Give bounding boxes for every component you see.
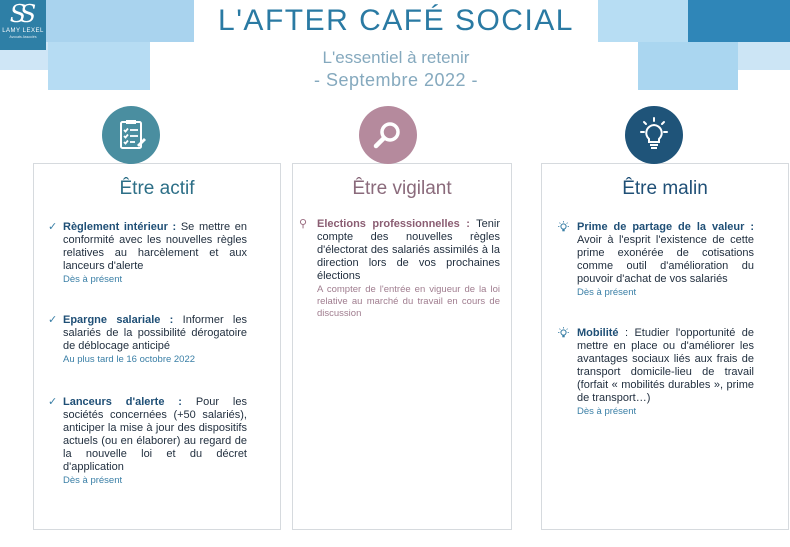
item-heading: Prime de partage de la valeur :: [577, 221, 754, 233]
page-title: L'AFTER CAFÉ SOCIAL: [218, 4, 574, 37]
magnifier-icon: [359, 106, 417, 164]
check-icon: ✓: [48, 396, 58, 408]
page-date: - Septembre 2022 -: [313, 70, 479, 90]
item-deadline: Dès à présent: [63, 274, 123, 285]
item-heading: Epargne salariale :: [63, 314, 174, 326]
logo: [0, 0, 46, 50]
item-deadline: Dès à présent: [63, 475, 123, 486]
list-item: [577, 327, 754, 418]
card-title: Être malin: [622, 178, 708, 199]
header-decor-block: [738, 42, 790, 70]
lightbulb-icon: [557, 221, 570, 238]
header-decor-block: [638, 42, 738, 90]
list-item: [48, 314, 247, 366]
header-decor-block: [48, 42, 150, 90]
logo-name: LAMY LEXEL: [2, 28, 44, 34]
item-heading: Elections professionnelles :: [317, 218, 470, 230]
logo-subtitle: Avocats Associés: [9, 35, 37, 39]
item-text: Se mettre en conformité avec les nouvelles règles relatives au harcèlement et aux lanceurs d'alerte: [63, 221, 247, 272]
item-deadline: Au plus tard le 16 octobre 2022: [63, 354, 196, 365]
logo-mark-icon: SS: [9, 0, 31, 28]
card-etre-actif: [33, 163, 281, 530]
list-item: [299, 218, 501, 320]
list-item: [48, 221, 247, 286]
card-title: Être actif: [119, 178, 195, 199]
item-text: Informer les salariés de la possibilité dérogatoire de déblocage anticipé: [63, 314, 247, 352]
item-deadline: Dès à présent: [577, 287, 637, 298]
card-etre-malin: [541, 163, 789, 530]
item-heading: Mobilité: [577, 327, 619, 339]
item-text: Avoir à l'esprit l'existence de cette prime exonérée de cotisations comme outil d'amélioration du pouvoir d'achat de vos salariés: [577, 234, 754, 285]
lightbulb-icon: [625, 106, 683, 164]
item-text: Tenir compte des nouvelles règles d'électorat des salariés assimilés à la direction lors de vos prochaines élections: [317, 218, 501, 282]
header-decor-block: [598, 0, 688, 42]
card-title: Être vigilant: [352, 178, 452, 199]
card-etre-vigilant: [292, 163, 512, 530]
check-icon: ✓: [48, 221, 58, 233]
list-item: [48, 396, 247, 487]
checklist-icon: [102, 106, 160, 164]
header-decor-block: [688, 0, 790, 42]
item-deadline: A compter de l'entrée en vigueur de la loi relative au marché du travail en cours de discussion: [317, 284, 500, 319]
check-icon: ✓: [48, 314, 58, 326]
list-item: [577, 221, 754, 299]
item-text: : Etudier l'opportunité de mettre en place ou d'améliorer les avantages sociaux liés aux frais de transport domicile-lieu de travail (forfait « mobilités durables », prime de transport…): [577, 327, 754, 404]
magnifier-icon: ⚲: [299, 218, 308, 230]
item-heading: Règlement intérieur :: [63, 221, 177, 233]
page-subtitle: L'essentiel à retenir: [322, 48, 470, 67]
lightbulb-icon: [557, 327, 570, 344]
item-text: Pour les sociétés concernées (+50 salariés), anticiper la mise à jour des dispositifs actuels (ou en élaborer) au regard de la nouvelle loi et du décret d'application: [63, 396, 247, 473]
item-deadline: Dès à présent: [577, 406, 637, 417]
item-heading: Lanceurs d'alerte :: [63, 396, 182, 408]
